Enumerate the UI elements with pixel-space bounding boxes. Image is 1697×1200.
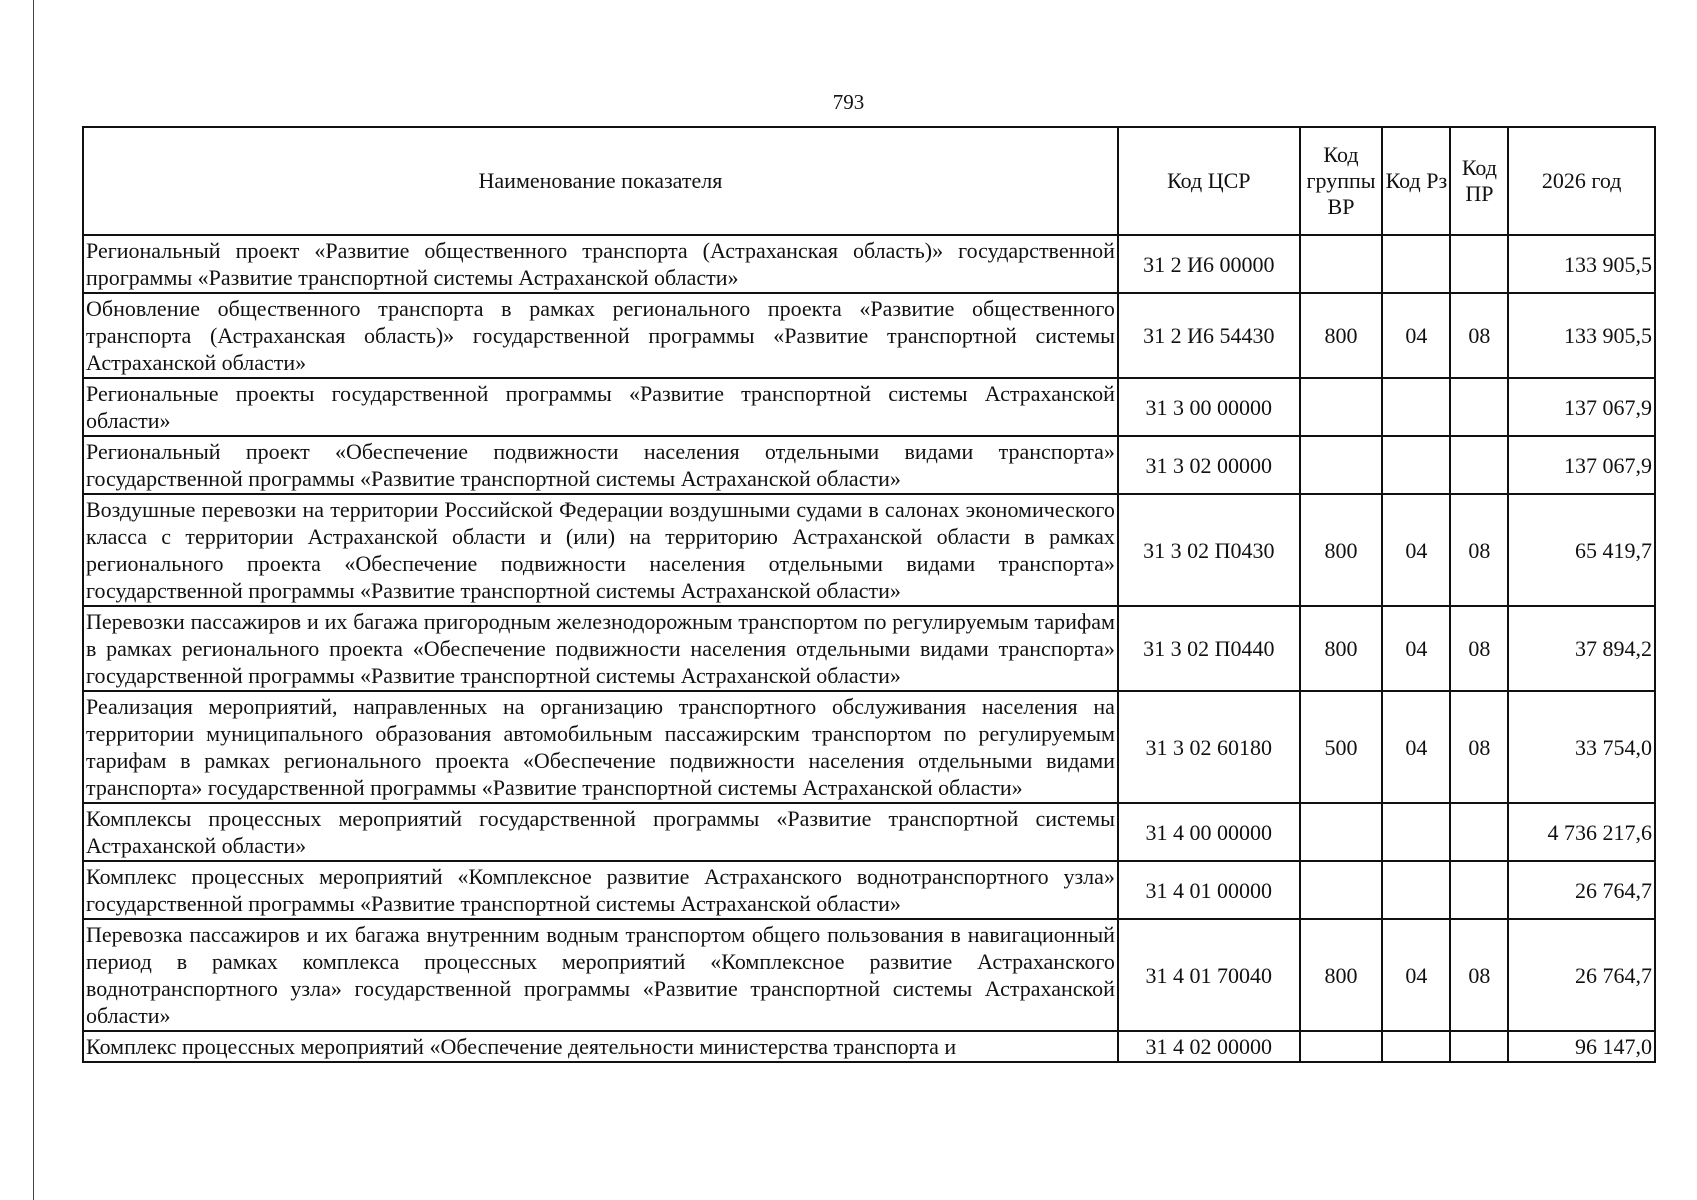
row-name: Региональный проект «Развитие общественного транспорта (Астраханская область)» государственной программы «Развитие транспортной системы Астраханской области»	[83, 235, 1118, 293]
row-pr-code	[1450, 436, 1508, 494]
row-pr-code: 08	[1450, 691, 1508, 803]
table-row	[83, 1031, 1655, 1062]
table-row	[83, 494, 1655, 606]
row-pr-code: 08	[1450, 494, 1508, 606]
row-name: Реализация мероприятий, направленных на организацию транспортного обслуживания населения на территории муниципального образования автомобильным пассажирским транспортом по регулируемым тарифам в рамках регионального проекта «Обеспечение подвижности населения отдельными видами транспорта» государственной программы «Развитие транспортной системы Астраханской области»	[83, 691, 1118, 803]
row-csr-code: 31 3 02 60180	[1118, 691, 1300, 803]
table-row	[83, 235, 1655, 293]
row-name: Обновление общественного транспорта в рамках регионального проекта «Развитие общественного транспорта (Астраханская область)» государственной программы «Развитие транспортной системы Астраханской области»	[83, 293, 1118, 378]
row-rz-code	[1382, 803, 1450, 861]
row-amount: 133 905,5	[1508, 293, 1655, 378]
row-pr-code: 08	[1450, 293, 1508, 378]
row-rz-code: 04	[1382, 293, 1450, 378]
row-rz-code: 04	[1382, 606, 1450, 691]
row-amount: 137 067,9	[1508, 378, 1655, 436]
row-vr-code	[1300, 861, 1383, 919]
budget-table	[82, 126, 1656, 1063]
row-name: Региональные проекты государственной программы «Развитие транспортной системы Астраханской области»	[83, 378, 1118, 436]
left-margin-rule	[33, 0, 34, 1200]
table-row	[83, 919, 1655, 1031]
row-amount: 26 764,7	[1508, 919, 1655, 1031]
row-name: Комплекс процессных мероприятий «Обеспечение деятельности министерства транспорта и	[83, 1031, 1118, 1062]
row-csr-code: 31 4 01 70040	[1118, 919, 1300, 1031]
table-row	[83, 691, 1655, 803]
table-row	[83, 378, 1655, 436]
row-rz-code	[1382, 1031, 1450, 1062]
row-csr-code: 31 4 00 00000	[1118, 803, 1300, 861]
row-amount: 96 147,0	[1508, 1031, 1655, 1062]
row-name: Перевозка пассажиров и их багажа внутренним водным транспортом общего пользования в навигационный период в рамках комплекса процессных мероприятий «Комплексное развитие Астраханского воднотранспортного узла» государственной программы «Развитие транспортной системы Астраханской области»	[83, 919, 1118, 1031]
row-name: Комплексы процессных мероприятий государственной программы «Развитие транспортной системы Астраханской области»	[83, 803, 1118, 861]
row-pr-code	[1450, 803, 1508, 861]
row-vr-code: 800	[1300, 919, 1383, 1031]
table-row	[83, 861, 1655, 919]
row-vr-code: 800	[1300, 606, 1383, 691]
row-rz-code	[1382, 235, 1450, 293]
table-row	[83, 293, 1655, 378]
row-amount: 33 754,0	[1508, 691, 1655, 803]
row-csr-code: 31 3 02 П0430	[1118, 494, 1300, 606]
row-vr-code: 800	[1300, 293, 1383, 378]
header-name: Наименование показателя	[83, 127, 1118, 235]
header-pr-code: Код ПР	[1450, 127, 1508, 235]
row-vr-code	[1300, 1031, 1383, 1062]
row-csr-code: 31 2 И6 00000	[1118, 235, 1300, 293]
row-pr-code	[1450, 1031, 1508, 1062]
row-vr-code	[1300, 436, 1383, 494]
row-rz-code: 04	[1382, 691, 1450, 803]
row-csr-code: 31 3 00 00000	[1118, 378, 1300, 436]
row-pr-code: 08	[1450, 919, 1508, 1031]
row-rz-code	[1382, 378, 1450, 436]
row-pr-code	[1450, 235, 1508, 293]
row-vr-code	[1300, 803, 1383, 861]
table-header-row	[83, 127, 1655, 235]
header-vr-code: Код группы ВР	[1300, 127, 1383, 235]
header-year: 2026 год	[1508, 127, 1655, 235]
row-name: Перевозки пассажиров и их багажа пригородным железнодорожным транспортом по регулируемым тарифам в рамках регионального проекта «Обеспечение подвижности населения отдельными видами транспорта» государственной программы «Развитие транспортной системы Астраханской области»	[83, 606, 1118, 691]
row-rz-code: 04	[1382, 494, 1450, 606]
row-vr-code	[1300, 235, 1383, 293]
row-amount: 133 905,5	[1508, 235, 1655, 293]
row-rz-code	[1382, 861, 1450, 919]
page-number: 793	[832, 90, 865, 114]
row-amount: 4 736 217,6	[1508, 803, 1655, 861]
row-pr-code: 08	[1450, 606, 1508, 691]
row-csr-code: 31 4 01 00000	[1118, 861, 1300, 919]
row-amount: 65 419,7	[1508, 494, 1655, 606]
table-row	[83, 436, 1655, 494]
row-pr-code	[1450, 861, 1508, 919]
row-csr-code: 31 4 02 00000	[1118, 1031, 1300, 1062]
row-vr-code	[1300, 378, 1383, 436]
header-csr-code: Код ЦСР	[1118, 127, 1300, 235]
header-rz-code: Код Рз	[1382, 127, 1450, 235]
table-row	[83, 606, 1655, 691]
table-row	[83, 803, 1655, 861]
row-name: Региональный проект «Обеспечение подвижности населения отдельными видами транспорта» государственной программы «Развитие транспортной системы Астраханской области»	[83, 436, 1118, 494]
row-amount: 37 894,2	[1508, 606, 1655, 691]
row-csr-code: 31 2 И6 54430	[1118, 293, 1300, 378]
row-csr-code: 31 3 02 П0440	[1118, 606, 1300, 691]
row-name: Воздушные перевозки на территории Российской Федерации воздушными судами в салонах экономического класса с территории Астраханской области и (или) на территорию Астраханской области в рамках регионального проекта «Обеспечение подвижности населения отдельными видами транспорта» государственной программы «Развитие транспортной системы Астраханской области»	[83, 494, 1118, 606]
row-csr-code: 31 3 02 00000	[1118, 436, 1300, 494]
row-rz-code: 04	[1382, 919, 1450, 1031]
row-rz-code	[1382, 436, 1450, 494]
row-vr-code: 800	[1300, 494, 1383, 606]
row-amount: 137 067,9	[1508, 436, 1655, 494]
row-amount: 26 764,7	[1508, 861, 1655, 919]
row-pr-code	[1450, 378, 1508, 436]
row-vr-code: 500	[1300, 691, 1383, 803]
row-name: Комплекс процессных мероприятий «Комплексное развитие Астраханского воднотранспортного узла» государственной программы «Развитие транспортной системы Астраханской области»	[83, 861, 1118, 919]
